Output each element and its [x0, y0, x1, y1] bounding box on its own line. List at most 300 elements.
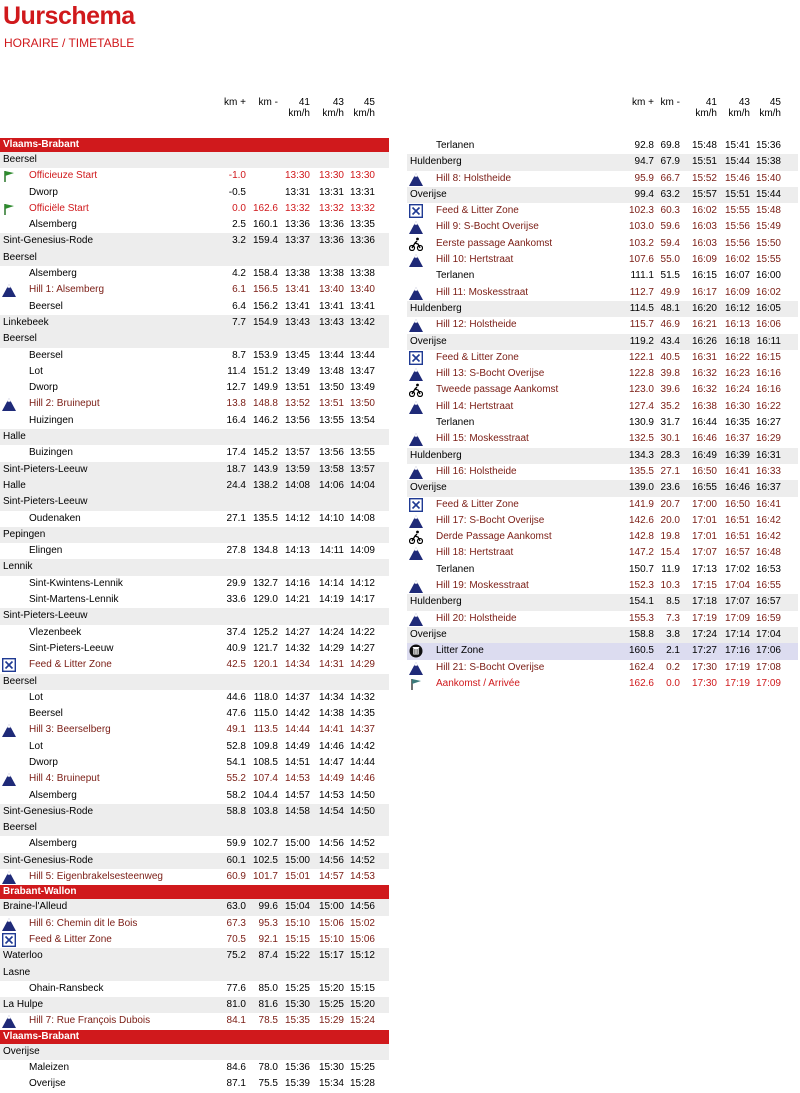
km-plus: 122.8 — [628, 368, 654, 380]
km-plus: 18.7 — [226, 463, 246, 475]
km-minus: 151.2 — [252, 365, 278, 377]
label-hill-4-bruineput: Hill 4: Bruineput — [29, 773, 100, 785]
label-hill-1-alsemberg: Hill 1: Alsemberg — [29, 284, 105, 296]
timetable-rows-right — [407, 138, 798, 692]
mountain-icon — [409, 661, 423, 675]
km-plus: 115.7 — [629, 319, 654, 331]
time-43kmh: 13:38 — [318, 268, 344, 280]
time-45kmh: 15:49 — [755, 221, 781, 233]
time-43kmh: 15:34 — [318, 1078, 344, 1090]
column-header — [0, 97, 389, 119]
time-41kmh: 14:42 — [284, 708, 310, 720]
time-45kmh: 15:50 — [755, 237, 781, 249]
time-45kmh: 13:30 — [349, 170, 375, 182]
timetable-row — [407, 366, 798, 382]
time-43kmh: 14:19 — [318, 594, 344, 606]
km-minus: 134.8 — [252, 545, 278, 557]
timetable-rows-left — [0, 138, 389, 1093]
label-hill-15-moskesstraat: Hill 15: Moskesstraat — [436, 433, 529, 445]
km-minus: 143.9 — [252, 463, 278, 475]
time-41kmh: 15:30 — [284, 999, 310, 1011]
km-plus: 67.3 — [226, 917, 246, 929]
time-41kmh: 13:45 — [284, 349, 310, 361]
km-minus: 156.5 — [252, 284, 278, 296]
municipality-row — [407, 480, 798, 496]
time-43kmh: 15:06 — [318, 917, 344, 929]
label-braine-l-alleud: Braine-l'Alleud — [3, 901, 68, 913]
label-alsemberg: Alsemberg — [29, 789, 77, 801]
col-km-minus: km - — [258, 97, 278, 108]
time-43kmh: 16:39 — [724, 449, 750, 461]
time-45kmh: 16:16 — [755, 368, 781, 380]
municipality-row — [407, 448, 798, 464]
mountain-icon — [2, 870, 16, 884]
km-minus: 66.7 — [660, 172, 680, 184]
label-buizingen: Buizingen — [29, 447, 73, 459]
label-beersel: Beersel — [3, 154, 37, 165]
time-45kmh: 16:11 — [756, 335, 781, 347]
km-minus: 125.2 — [252, 626, 278, 638]
municipality-row — [0, 494, 389, 510]
label-sint-kwintens-lennik: Sint-Kwintens-Lennik — [29, 577, 123, 589]
col-km-minus: km - — [660, 97, 680, 108]
label-officieuze-start: Officieuze Start — [29, 170, 98, 182]
time-41kmh: 14:08 — [284, 479, 310, 491]
timetable-row — [0, 1013, 389, 1029]
time-45kmh: 14:52 — [349, 854, 375, 866]
label-halle: Halle — [3, 431, 26, 443]
time-41kmh: 16:55 — [691, 482, 717, 494]
time-41kmh: 15:57 — [691, 188, 717, 200]
mountain-icon — [2, 917, 16, 931]
label-hill-6-chemin-dit-le-bois: Hill 6: Chemin dit le Bois — [29, 917, 138, 929]
label-sint-pieters-leeuw: Sint-Pieters-Leeuw — [3, 463, 88, 475]
km-plus: 60.9 — [226, 871, 246, 883]
time-43kmh: 16:07 — [724, 270, 750, 282]
km-plus: 55.2 — [226, 773, 246, 785]
label-feed-litter-zone: Feed & Litter Zone — [436, 205, 519, 217]
timetable-row — [0, 722, 389, 738]
km-minus: 30.1 — [660, 433, 680, 445]
time-41kmh: 17:00 — [691, 498, 717, 510]
time-41kmh: 16:20 — [691, 302, 717, 314]
km-minus: 15.4 — [660, 547, 680, 559]
km-plus: 11.4 — [227, 365, 246, 377]
time-43kmh: 15:29 — [318, 1015, 344, 1027]
mountain-icon — [409, 400, 423, 414]
time-45kmh: 15:55 — [755, 254, 781, 266]
time-41kmh: 14:37 — [284, 691, 310, 703]
time-43kmh: 13:30 — [318, 170, 344, 182]
time-41kmh: 15:35 — [284, 1015, 310, 1027]
label-terlanen: Terlanen — [436, 563, 475, 575]
timetable-row — [0, 396, 389, 412]
label-beersel: Beersel — [29, 300, 63, 312]
finish-flag-icon — [409, 677, 423, 691]
km-minus: 59.6 — [660, 221, 680, 233]
time-45kmh: 13:47 — [349, 365, 375, 377]
time-41kmh: 16:21 — [691, 319, 717, 331]
time-45kmh: 16:33 — [755, 465, 781, 477]
label-la-hulpe: La Hulpe — [3, 999, 44, 1011]
km-minus: 104.4 — [252, 789, 278, 801]
municipality-row — [0, 478, 389, 494]
time-41kmh: 14:49 — [284, 740, 310, 752]
time-41kmh: 13:38 — [284, 268, 310, 280]
time-43kmh: 16:30 — [724, 400, 750, 412]
time-41kmh: 13:36 — [284, 219, 310, 231]
km-plus: 154.1 — [628, 596, 654, 608]
mountain-icon — [409, 546, 423, 560]
municipality-row — [0, 804, 389, 820]
time-45kmh: 15:38 — [755, 156, 781, 168]
timetable-left — [0, 97, 389, 1093]
label-hill-13-s-bocht-overijse: Hill 13: S-Bocht Overijse — [436, 368, 545, 380]
km-minus: 46.9 — [660, 319, 680, 331]
timetable-row — [0, 690, 389, 706]
time-41kmh: 13:37 — [284, 235, 310, 247]
label-hill-5-eigenbrakelsesteenweg: Hill 5: Eigenbrakelsesteenweg — [29, 871, 163, 883]
km-plus: 54.1 — [226, 756, 246, 768]
time-43kmh: 15:51 — [724, 188, 750, 200]
km-plus: 132.5 — [628, 433, 654, 445]
time-45kmh: 13:49 — [349, 382, 375, 394]
timetable-row — [0, 706, 389, 722]
municipality-row — [0, 899, 389, 915]
time-43kmh: 13:56 — [318, 447, 344, 459]
municipality-row — [0, 527, 389, 543]
time-45kmh: 17:06 — [755, 645, 781, 657]
timetable-row — [407, 415, 798, 431]
time-41kmh: 15:39 — [284, 1078, 310, 1090]
time-43kmh: 16:37 — [724, 433, 750, 445]
label-beersel: Beersel — [29, 708, 63, 720]
time-45kmh: 14:09 — [349, 545, 375, 557]
col-45kmh: 45 km/h — [353, 97, 375, 119]
mountain-icon — [2, 772, 16, 786]
km-plus: 112.7 — [629, 286, 654, 298]
timetable-row — [0, 380, 389, 396]
time-43kmh: 14:56 — [318, 854, 344, 866]
mountain-icon — [409, 220, 423, 234]
time-43kmh: 16:51 — [724, 514, 750, 526]
km-minus: 113.5 — [253, 724, 278, 736]
time-43kmh: 16:23 — [724, 368, 750, 380]
time-45kmh: 14:50 — [349, 789, 375, 801]
time-43kmh: 17:02 — [724, 563, 750, 575]
timetable-row — [407, 382, 798, 398]
km-plus: 160.5 — [628, 645, 654, 657]
timetable-row — [407, 497, 798, 513]
timetable-row — [407, 464, 798, 480]
time-41kmh: 17:07 — [691, 547, 717, 559]
time-43kmh: 14:46 — [318, 740, 344, 752]
km-plus: 103.0 — [628, 221, 654, 233]
time-41kmh: 14:16 — [284, 577, 310, 589]
time-45kmh: 14:56 — [349, 901, 375, 913]
time-41kmh: 17:15 — [691, 580, 717, 592]
time-45kmh: 13:44 — [349, 349, 375, 361]
time-43kmh: 17:07 — [724, 596, 750, 608]
km-plus: 127.4 — [628, 400, 654, 412]
km-plus: 59.9 — [226, 838, 246, 850]
time-43kmh: 17:14 — [724, 628, 750, 640]
label-maleizen: Maleizen — [29, 1062, 70, 1074]
timetable-row — [0, 364, 389, 380]
label-feed-litter-zone: Feed & Litter Zone — [29, 933, 112, 945]
time-45kmh: 16:53 — [755, 563, 781, 575]
label-feed-litter-zone: Feed & Litter Zone — [436, 498, 519, 510]
time-41kmh: 14:21 — [284, 594, 310, 606]
km-plus: 7.7 — [232, 316, 246, 328]
time-41kmh: 16:03 — [691, 221, 717, 233]
label-overijse: Overijse — [410, 335, 447, 347]
time-43kmh: 14:56 — [318, 838, 344, 850]
col-43kmh: 43 km/h — [322, 97, 344, 119]
mountain-icon — [409, 432, 423, 446]
km-plus: 150.7 — [628, 563, 654, 575]
time-45kmh: 15:28 — [349, 1078, 375, 1090]
timetable-row — [407, 350, 798, 366]
region-header — [0, 1030, 389, 1044]
municipality-row — [407, 187, 798, 203]
time-45kmh: 16:37 — [755, 482, 781, 494]
km-minus: 148.8 — [252, 398, 278, 410]
km-plus: 107.6 — [628, 254, 654, 266]
timetable-row — [407, 285, 798, 301]
label-feed-litter-zone: Feed & Litter Zone — [436, 351, 519, 363]
label-brabant-wallon: Brabant-Wallon — [3, 886, 77, 898]
time-45kmh: 16:16 — [755, 384, 781, 396]
time-45kmh: 14:46 — [349, 773, 375, 785]
col-41kmh: 41 km/h — [288, 97, 310, 119]
municipality-row — [0, 559, 389, 575]
label-hill-10-hertstraat: Hill 10: Hertstraat — [436, 254, 514, 266]
time-43kmh: 16:46 — [724, 482, 750, 494]
label-sint-pieters-leeuw: Sint-Pieters-Leeuw — [29, 642, 114, 654]
timetable-row — [407, 611, 798, 627]
label-sint-pieters-leeuw: Sint-Pieters-Leeuw — [3, 496, 88, 508]
km-minus: 3.8 — [666, 628, 680, 640]
km-minus: 67.9 — [660, 156, 680, 168]
km-minus: 55.0 — [660, 254, 680, 266]
feed-zone-icon — [2, 658, 16, 672]
km-minus: 129.0 — [252, 594, 278, 606]
label-beersel: Beersel — [3, 822, 37, 834]
mountain-icon — [409, 286, 423, 300]
time-41kmh: 13:56 — [284, 414, 310, 426]
label-hill-7-rue-francois-dubois: Hill 7: Rue François Dubois — [29, 1015, 151, 1027]
time-43kmh: 16:09 — [724, 286, 750, 298]
time-45kmh: 16:41 — [755, 498, 781, 510]
timetable-row — [0, 445, 389, 461]
mountain-icon — [409, 367, 423, 381]
km-minus: 10.3 — [660, 580, 680, 592]
time-43kmh: 13:58 — [318, 463, 344, 475]
label-hill-19-moskesstraat: Hill 19: Moskesstraat — [436, 580, 529, 592]
time-45kmh: 14:42 — [349, 740, 375, 752]
region-header — [0, 138, 389, 152]
timetable-row — [0, 1076, 389, 1092]
time-41kmh: 15:52 — [691, 172, 717, 184]
km-plus: 158.8 — [628, 628, 654, 640]
km-minus: 28.3 — [660, 449, 680, 461]
km-minus: 20.7 — [660, 498, 680, 510]
km-plus: 47.6 — [226, 708, 246, 720]
time-41kmh: 15:10 — [284, 917, 310, 929]
timetable-row — [407, 431, 798, 447]
time-41kmh: 15:36 — [284, 1062, 310, 1074]
municipality-row — [407, 301, 798, 317]
time-41kmh: 15:51 — [691, 156, 717, 168]
time-43kmh: 17:19 — [724, 677, 750, 689]
label-hill-11-moskesstraat: Hill 11: Moskesstraat — [436, 286, 529, 298]
time-43kmh: 13:51 — [318, 398, 344, 410]
time-43kmh: 16:22 — [724, 351, 750, 363]
municipality-row — [407, 334, 798, 350]
km-minus: 35.2 — [660, 400, 680, 412]
label-huizingen: Huizingen — [29, 414, 74, 426]
label-beersel: Beersel — [3, 675, 37, 687]
time-43kmh: 13:55 — [318, 414, 344, 426]
time-45kmh: 13:38 — [349, 268, 375, 280]
time-43kmh: 15:44 — [724, 156, 750, 168]
label-officiele-start: Officiële Start — [29, 202, 89, 214]
mountain-icon — [409, 172, 423, 186]
km-minus: 48.1 — [660, 302, 680, 314]
label-beersel: Beersel — [3, 251, 37, 263]
timetable-row — [0, 266, 389, 282]
municipality-row — [0, 152, 389, 168]
mountain-icon — [409, 318, 423, 332]
timetable-row — [407, 236, 798, 252]
time-45kmh: 14:44 — [349, 756, 375, 768]
time-45kmh: 14:04 — [349, 479, 375, 491]
label-hill-17-s-bocht-overijse: Hill 17: S-Bocht Overijse — [436, 514, 545, 526]
km-plus: 152.3 — [628, 580, 654, 592]
timetable-row — [0, 981, 389, 997]
time-45kmh: 16:02 — [755, 286, 781, 298]
time-43kmh: 14:53 — [318, 789, 344, 801]
label-overijse: Overijse — [410, 628, 447, 640]
mountain-icon — [2, 283, 16, 297]
mountain-icon — [2, 1014, 16, 1028]
time-43kmh: 14:41 — [318, 724, 344, 736]
time-45kmh: 16:27 — [755, 417, 781, 429]
km-minus: 107.4 — [252, 773, 278, 785]
timetable-row — [0, 836, 389, 852]
time-43kmh: 14:54 — [318, 805, 344, 817]
time-43kmh: 16:12 — [724, 302, 750, 314]
km-plus: 130.9 — [628, 417, 654, 429]
km-minus: 78.5 — [258, 1015, 278, 1027]
municipality-row — [407, 154, 798, 170]
km-minus: 23.6 — [660, 482, 680, 494]
time-41kmh: 17:18 — [691, 596, 717, 608]
km-minus: 11.9 — [661, 563, 680, 575]
label-derde-passage-aankomst: Derde Passage Aankomst — [436, 531, 552, 543]
timetable-row — [0, 771, 389, 787]
km-plus: 16.4 — [226, 414, 246, 426]
time-41kmh: 13:43 — [284, 316, 310, 328]
municipality-row — [0, 853, 389, 869]
label-vlaams-brabant: Vlaams-Brabant — [3, 1030, 80, 1042]
km-minus: 0.0 — [666, 677, 680, 689]
time-41kmh: 13:31 — [284, 186, 310, 198]
km-minus: 31.7 — [660, 417, 680, 429]
label-beersel: Beersel — [3, 333, 37, 345]
timetable-row — [0, 217, 389, 233]
time-45kmh: 13:35 — [349, 219, 375, 231]
km-minus: 149.9 — [252, 382, 278, 394]
time-41kmh: 14:51 — [284, 756, 310, 768]
mountain-icon — [409, 465, 423, 479]
time-43kmh: 14:11 — [319, 545, 344, 557]
label-feed-litter-zone: Feed & Litter Zone — [29, 659, 112, 671]
time-45kmh: 14:32 — [349, 691, 375, 703]
municipality-row — [0, 331, 389, 347]
time-43kmh: 13:41 — [318, 300, 344, 312]
km-minus: 138.2 — [252, 479, 278, 491]
km-plus: 42.5 — [226, 659, 246, 671]
col-45kmh: 45 km/h — [759, 97, 781, 119]
time-41kmh: 16:49 — [691, 449, 717, 461]
time-43kmh: 16:51 — [724, 531, 750, 543]
time-41kmh: 17:30 — [691, 661, 717, 673]
km-plus: 49.1 — [226, 724, 246, 736]
time-41kmh: 14:44 — [284, 724, 310, 736]
time-43kmh: 15:17 — [318, 950, 344, 962]
km-plus: 33.6 — [226, 594, 246, 606]
timetable-row — [407, 138, 798, 154]
time-43kmh: 16:18 — [724, 335, 750, 347]
km-minus: 20.0 — [660, 514, 680, 526]
time-45kmh: 15:20 — [349, 999, 375, 1011]
km-minus: 153.9 — [252, 349, 278, 361]
time-41kmh: 13:41 — [284, 300, 310, 312]
km-plus: 0.0 — [232, 202, 246, 214]
km-plus: -1.0 — [228, 170, 246, 182]
time-41kmh: 15:48 — [691, 140, 717, 151]
timetable-row — [0, 1060, 389, 1076]
time-41kmh: 17:01 — [691, 514, 717, 526]
timetable-row — [0, 932, 389, 948]
timetable-row — [0, 282, 389, 298]
time-41kmh: 14:32 — [284, 642, 310, 654]
cyclist-icon — [409, 237, 423, 251]
km-plus: 6.1 — [232, 284, 246, 296]
km-minus: 115.0 — [253, 708, 278, 720]
time-43kmh: 13:43 — [318, 316, 344, 328]
km-plus: 142.8 — [628, 531, 654, 543]
municipality-row — [0, 674, 389, 690]
label-lot: Lot — [29, 691, 43, 703]
km-minus: 40.5 — [660, 351, 680, 363]
time-45kmh: 14:29 — [349, 659, 375, 671]
km-plus: 58.2 — [226, 789, 246, 801]
km-plus: 81.0 — [226, 999, 246, 1011]
time-41kmh: 15:00 — [284, 854, 310, 866]
label-huldenberg: Huldenberg — [410, 596, 462, 608]
time-45kmh: 15:24 — [349, 1015, 375, 1027]
time-45kmh: 13:40 — [349, 284, 375, 296]
time-41kmh: 13:30 — [284, 170, 310, 182]
km-minus: 39.6 — [660, 384, 680, 396]
time-43kmh: 16:35 — [724, 417, 750, 429]
label-ohain-ransbeck: Ohain-Ransbeck — [29, 982, 104, 994]
km-plus: 44.6 — [226, 691, 246, 703]
timetable-row — [407, 171, 798, 187]
